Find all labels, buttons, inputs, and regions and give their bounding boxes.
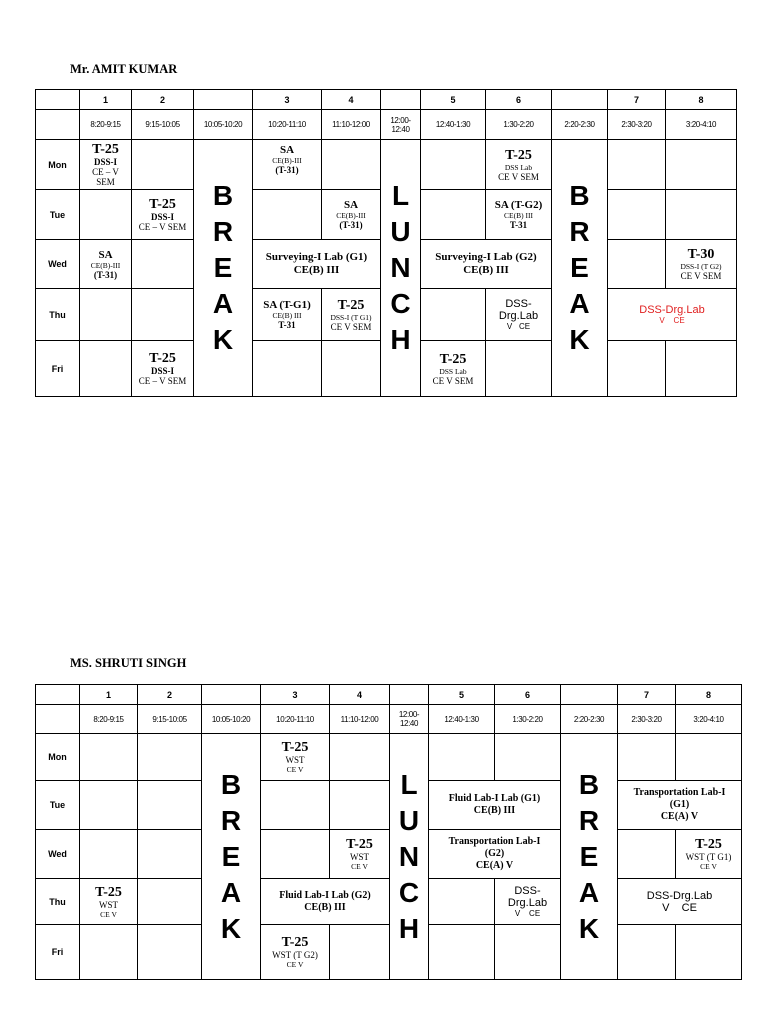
slot-cell	[80, 830, 138, 879]
break-word	[202, 767, 260, 947]
time-slot: 8:20-9:15	[80, 705, 138, 734]
subject: WST	[99, 899, 118, 910]
slot-cell	[132, 140, 194, 190]
timetable-1	[35, 89, 737, 397]
period-break	[194, 90, 253, 110]
slot-cell	[80, 190, 132, 240]
class: CE – V SEM	[138, 222, 187, 232]
day-row-tue	[36, 781, 742, 830]
slot-cell	[666, 190, 737, 240]
period-lunch	[381, 90, 421, 110]
teacher-name-1: Mr. AMIT KUMAR	[70, 62, 178, 76]
period-2: 2	[138, 685, 202, 705]
day-label: Fri	[36, 341, 80, 397]
time-slot: 2:30-3:20	[618, 705, 676, 734]
room: T-25	[281, 740, 309, 755]
slot-cell	[495, 879, 561, 925]
letter: H	[398, 912, 420, 944]
letter: L	[391, 180, 410, 211]
room: T-31	[509, 220, 528, 230]
day-label: Fri	[36, 925, 80, 980]
semester: V	[514, 908, 521, 918]
letter: E	[579, 840, 599, 872]
slot-cell	[138, 734, 202, 781]
slot-cell	[138, 830, 202, 879]
subject: DSS-I (T G1)	[330, 312, 372, 322]
slot-cell	[421, 190, 486, 240]
period-3: 3	[261, 685, 330, 705]
time-slot: 10:20-11:10	[253, 110, 322, 140]
class: CE(B)-III	[272, 156, 302, 165]
room: T-31	[278, 320, 296, 330]
subject: SA (T-G2)	[494, 199, 543, 211]
slot-cell	[261, 781, 330, 830]
lab-cell	[429, 781, 561, 830]
day-label: Tue	[36, 781, 80, 830]
day-row-thu	[36, 879, 742, 925]
class	[608, 316, 736, 326]
slot-cell	[322, 341, 381, 397]
lab-cell	[253, 240, 381, 289]
day-label: Mon	[36, 734, 80, 781]
letter: A	[212, 288, 234, 319]
slot-cell	[138, 781, 202, 830]
branch: CE	[518, 321, 531, 331]
day-label: Wed	[36, 240, 80, 289]
room: T-30	[687, 247, 715, 262]
break-column-2	[561, 734, 618, 980]
lab-name: Fluid Lab-I Lab (G1)	[448, 793, 541, 804]
period-row	[36, 90, 737, 110]
time-slot: 9:15-10:05	[132, 110, 194, 140]
class: CE V SEM	[680, 271, 722, 281]
time-corner	[36, 110, 80, 140]
lab-cell	[429, 830, 561, 879]
slot-cell	[666, 341, 737, 397]
slot-cell	[429, 734, 495, 781]
lab-name: Fluid Lab-I Lab (G2)	[279, 889, 371, 901]
room: (T-31)	[275, 165, 299, 175]
timetable-2	[35, 684, 742, 980]
time-slot: 2:20-2:30	[561, 705, 618, 734]
room: (T-31)	[339, 220, 363, 230]
branch: CE	[673, 315, 685, 325]
corner-cell	[36, 90, 80, 110]
time-slot: 3:20-4:10	[676, 705, 742, 734]
class: CE – V SEM	[138, 376, 187, 386]
room: T-25	[505, 147, 532, 163]
time-slot: 3:20-4:10	[666, 110, 737, 140]
day-row-wed	[36, 830, 742, 879]
lab-name: Transportation Lab-I	[633, 787, 726, 798]
slot-cell	[421, 341, 486, 397]
period-break2	[552, 90, 608, 110]
slot-cell	[80, 140, 132, 190]
slot-cell	[666, 240, 737, 289]
subject: DSS-I	[150, 212, 174, 222]
period-6: 6	[486, 90, 552, 110]
slot-cell	[261, 925, 330, 980]
room: (T-31)	[93, 269, 118, 280]
class: SEM	[96, 177, 115, 187]
day-label: Thu	[36, 289, 80, 341]
lab-name: Drg.Lab	[498, 309, 539, 322]
day-label: Wed	[36, 830, 80, 879]
class: CE(B)-III	[336, 211, 366, 220]
lunch-word	[390, 767, 428, 947]
subject: DSS-I	[150, 366, 174, 376]
slot-cell	[608, 140, 666, 190]
letter: A	[578, 876, 600, 908]
slot-cell	[80, 925, 138, 980]
teacher-name-2: MS. SHRUTI SINGH	[70, 656, 187, 670]
time-slot: 11:10-12:00	[322, 110, 381, 140]
time-slot: 1:30-2:20	[495, 705, 561, 734]
time-slot-lunch	[390, 705, 429, 734]
slot-cell	[666, 140, 737, 190]
class: CE V	[700, 862, 717, 871]
class: CE V	[100, 909, 117, 919]
slot-cell	[322, 289, 381, 341]
day-row-mon	[36, 734, 742, 781]
letter: A	[569, 288, 590, 319]
semester: V	[506, 321, 513, 331]
letter: L	[400, 768, 418, 800]
break-column-2	[552, 140, 608, 397]
letter: C	[390, 288, 411, 319]
slot-cell	[486, 190, 552, 240]
time-slot-lunch	[381, 110, 421, 140]
letter: K	[220, 912, 242, 944]
lab-cell	[261, 879, 390, 925]
slot-cell	[495, 925, 561, 980]
period-lunch	[390, 685, 429, 705]
time-slot: 2:20-2:30	[552, 110, 608, 140]
slot-cell	[486, 140, 552, 190]
slot-cell	[676, 830, 742, 879]
class	[495, 909, 560, 919]
class: CE(B) III	[463, 264, 509, 276]
slot-cell	[132, 240, 194, 289]
period-5: 5	[429, 685, 495, 705]
lab-cell	[608, 289, 737, 341]
break-column	[202, 734, 261, 980]
class: CE(B)-III	[90, 260, 121, 270]
subject: WST (T G2)	[272, 950, 318, 960]
break-word	[552, 178, 607, 358]
class: CE(B) III	[293, 264, 340, 276]
period-6: 6	[495, 685, 561, 705]
class: CE(B) III	[304, 901, 346, 913]
time-slot: 11:10-12:00	[330, 705, 390, 734]
letter: N	[398, 840, 420, 872]
slot-cell	[486, 341, 552, 397]
slot-cell	[80, 879, 138, 925]
subject: DSS-I (T G2)	[680, 262, 722, 271]
time-row	[36, 110, 737, 140]
lab-name: Surveying-I Lab (G1)	[265, 251, 368, 263]
period-1: 1	[80, 685, 138, 705]
time-slot: 10:20-11:10	[261, 705, 330, 734]
letter: U	[390, 216, 411, 247]
slot-cell	[322, 140, 381, 190]
lab-cell	[421, 240, 552, 289]
break-word	[561, 767, 617, 947]
letter: H	[390, 324, 411, 355]
period-4: 4	[330, 685, 390, 705]
subject: SA	[343, 199, 359, 211]
slot-cell	[429, 925, 495, 980]
subject: WST (T G1)	[685, 852, 732, 862]
room: T-25	[149, 351, 176, 366]
slot-cell	[253, 341, 322, 397]
lab-name: DSS-Drg.Lab	[646, 889, 713, 902]
period-break2	[561, 685, 618, 705]
period-2: 2	[132, 90, 194, 110]
time-slot: 12:40-1:30	[421, 110, 486, 140]
letter: E	[570, 252, 589, 283]
class: CE – V	[92, 167, 119, 177]
lab-cell	[618, 879, 742, 925]
lab-name: DSS-	[505, 297, 532, 310]
time-slot: 1:30-2:20	[486, 110, 552, 140]
letter: C	[398, 876, 420, 908]
class	[486, 322, 551, 332]
period-3: 3	[253, 90, 322, 110]
branch: CE	[529, 908, 541, 918]
semester: V	[662, 901, 670, 914]
break-word	[194, 178, 252, 358]
letter: R	[220, 804, 242, 836]
letter: A	[220, 876, 242, 908]
letter: N	[390, 252, 411, 283]
slot-cell	[132, 190, 194, 240]
time-lunch-b: 12:40	[391, 124, 410, 134]
lunch-column	[390, 734, 429, 980]
slot-cell	[80, 341, 132, 397]
subject: SA (T-G1)	[263, 299, 311, 311]
slot-cell	[608, 190, 666, 240]
letter: B	[578, 768, 600, 800]
slot-cell	[80, 240, 132, 289]
period-8: 8	[676, 685, 742, 705]
class: CE(B) III	[504, 211, 533, 220]
class: CE(B) III	[272, 311, 302, 320]
letter: K	[212, 324, 234, 355]
letter: K	[578, 912, 600, 944]
letter: U	[398, 804, 420, 836]
period-break	[202, 685, 261, 705]
slot-cell	[132, 341, 194, 397]
slot-cell	[608, 341, 666, 397]
letter: R	[569, 216, 590, 247]
slot-cell	[261, 830, 330, 879]
time-slot: 8:20-9:15	[80, 110, 132, 140]
lunch-column	[381, 140, 421, 397]
letter: K	[569, 324, 590, 355]
slot-cell	[261, 734, 330, 781]
semester: V	[659, 315, 665, 325]
subject: DSS Lab	[504, 162, 533, 172]
group: (G2)	[484, 848, 505, 859]
letter: B	[569, 180, 590, 211]
class: CE V	[286, 960, 304, 969]
break-column	[194, 140, 253, 397]
time-lunch-a: 12:00-	[390, 115, 411, 125]
subject: WST	[285, 755, 305, 765]
subject: WST	[350, 852, 369, 862]
letter: E	[213, 252, 233, 283]
room: T-25	[695, 837, 722, 852]
slot-cell	[429, 879, 495, 925]
time-slot: 12:40-1:30	[429, 705, 495, 734]
time-slot: 9:15-10:05	[138, 705, 202, 734]
letter: E	[221, 840, 241, 872]
group: (G1)	[669, 799, 690, 810]
letter: B	[212, 180, 234, 211]
room: T-25	[281, 935, 309, 950]
slot-cell	[486, 289, 552, 341]
period-1: 1	[80, 90, 132, 110]
subject: DSS Lab	[439, 366, 467, 376]
slot-cell	[618, 830, 676, 879]
subject: SA	[279, 144, 295, 156]
room: T-25	[149, 197, 176, 212]
slot-cell	[132, 289, 194, 341]
letter: B	[220, 768, 242, 800]
class	[618, 902, 741, 914]
lab-name: DSS-	[514, 884, 541, 897]
room: T-25	[337, 297, 365, 313]
slot-cell	[330, 734, 390, 781]
corner-cell	[36, 685, 80, 705]
period-5: 5	[421, 90, 486, 110]
slot-cell	[495, 734, 561, 781]
slot-cell	[608, 240, 666, 289]
slot-cell	[80, 289, 132, 341]
day-label: Tue	[36, 190, 80, 240]
slot-cell	[330, 830, 390, 879]
slot-cell	[138, 925, 202, 980]
slot-cell	[330, 781, 390, 830]
day-label: Thu	[36, 879, 80, 925]
room: T-25	[95, 884, 122, 900]
day-label: Mon	[36, 140, 80, 190]
lab-name: Transportation Lab-I	[448, 836, 541, 847]
room: T-25	[346, 837, 373, 852]
slot-cell	[253, 190, 322, 240]
class: CE(B) III	[473, 805, 516, 816]
class: CE V SEM	[432, 375, 474, 386]
slot-cell	[676, 925, 742, 980]
letter: R	[212, 216, 234, 247]
class: CE(A) V	[475, 860, 514, 871]
slot-cell	[676, 734, 742, 781]
time-row	[36, 705, 742, 734]
lab-name: Surveying-I Lab (G2)	[435, 251, 537, 263]
lab-name: Drg.Lab	[507, 896, 548, 909]
slot-cell	[138, 879, 202, 925]
period-7: 7	[608, 90, 666, 110]
time-slot: 10:05-10:20	[202, 705, 261, 734]
slot-cell	[330, 925, 390, 980]
slot-cell	[322, 190, 381, 240]
lab-name: DSS-Drg.Lab	[639, 303, 705, 316]
slot-cell	[618, 734, 676, 781]
class: CE V	[286, 765, 304, 774]
lab-cell	[618, 781, 742, 830]
slot-cell	[80, 781, 138, 830]
slot-cell	[421, 289, 486, 341]
time-lunch-b: 12:40	[399, 719, 419, 728]
time-corner	[36, 705, 80, 734]
slot-cell	[253, 289, 322, 341]
slot-cell	[80, 734, 138, 781]
time-lunch-a: 12:00-	[398, 710, 420, 719]
lunch-word	[381, 178, 420, 358]
class: CE V SEM	[330, 321, 372, 332]
day-row-fri	[36, 925, 742, 980]
room: T-25	[439, 351, 467, 367]
day-row-mon	[36, 140, 737, 190]
slot-cell	[421, 140, 486, 190]
slot-cell	[253, 140, 322, 190]
period-8: 8	[666, 90, 737, 110]
period-row	[36, 685, 742, 705]
class: CE(A) V	[660, 811, 699, 822]
period-4: 4	[322, 90, 381, 110]
time-slot: 2:30-3:20	[608, 110, 666, 140]
period-7: 7	[618, 685, 676, 705]
class: CE V SEM	[498, 171, 539, 182]
slot-cell	[618, 925, 676, 980]
letter: R	[578, 804, 600, 836]
branch: CE	[681, 901, 697, 914]
time-slot: 10:05-10:20	[194, 110, 253, 140]
room: T-25	[92, 142, 119, 157]
class: CE V	[351, 862, 368, 871]
subject: SA	[98, 248, 113, 261]
subject: DSS-I	[93, 157, 117, 167]
